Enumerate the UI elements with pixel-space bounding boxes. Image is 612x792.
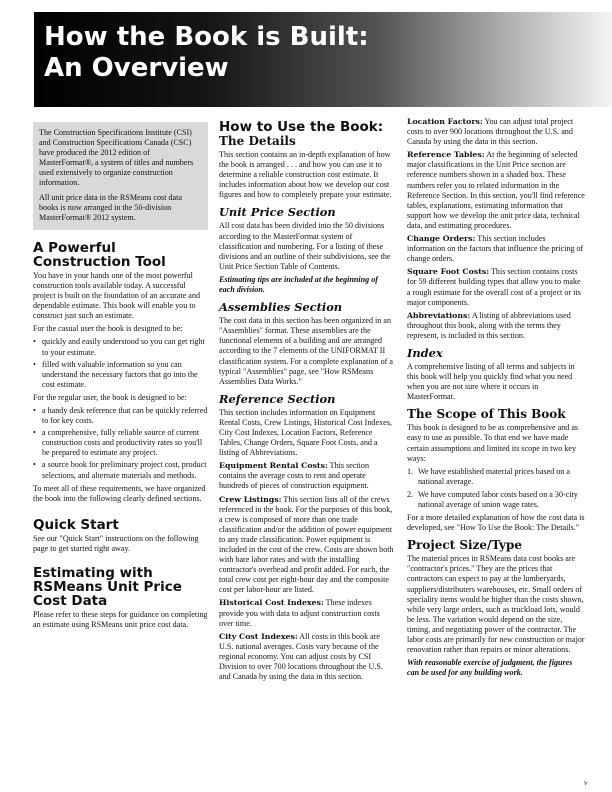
list-item: • a handy desk reference that can be quickly referred to for key costs. bbox=[33, 406, 208, 426]
column-left bbox=[33, 118, 208, 633]
heading-reference: Reference Section bbox=[219, 391, 336, 406]
runin-heading: Location Factors: bbox=[407, 117, 483, 126]
casual-user-list bbox=[33, 337, 208, 389]
paragraph: A comprehensive listing of all terms and subjects in this book will help you quickly find what you need when you are not sure where it occurs in MasterFormat. bbox=[407, 361, 575, 402]
paragraph bbox=[407, 267, 585, 307]
runin-text: All costs in this book are U.S. national averages. Costs vary because of the regional economy. You can adjust costs by CSI Division to over 700 locations throughout the U.S. and Canada by using the data in this section. bbox=[219, 631, 383, 682]
paragraph: The material prices in RSMeans data cost books are "contractor's prices." They are the prices that contractors can expect to pay at the lumberyards, suppliers/distributers warehouses, etc. Small orders of speciality items would be higher than the costs shown, while very large orders, such as truckload lots, would be less. The variation would depend on the size, timing, and negotiating power of the contractor. The labor costs are primarily for new construction or major renovation rather than repairs or minor alterations. bbox=[407, 554, 585, 655]
page-number: v bbox=[584, 779, 588, 787]
paragraph: This section contains an in-depth explanation of how the book is arranged . . . and how you can use it to determine a reliable construction cost estimate. It includes information about how we develop our cost figures and how to completely prepare your estimate. bbox=[219, 150, 392, 200]
heading-powerful-tool: A Powerful Construction Tool bbox=[33, 239, 166, 270]
paragraph: This section includes information on Equipment Rental Costs, Crew Listings, Historical Cost Indexes, City Cost Indexes, Location Factors, Reference Tables, Change Orders, Square Foot Costs, and a listing of Abbreviations. bbox=[219, 407, 392, 458]
paragraph bbox=[407, 234, 585, 264]
title-banner bbox=[34, 12, 612, 107]
runin-heading: Square Foot Costs: bbox=[407, 267, 490, 277]
masterformat-info-box bbox=[33, 122, 208, 230]
heading-scope: The Scope of This Book bbox=[407, 407, 566, 422]
runin-heading: Equipment Rental Costs: bbox=[219, 461, 328, 471]
runin-heading: Historical Cost Indexes: bbox=[219, 598, 324, 608]
scope-list bbox=[407, 467, 585, 510]
heading-unit-price: Unit Price Section bbox=[219, 205, 336, 220]
runin-text: You can adjust total project costs to over 900 locations throughout the U.S. and Canada by using the data in this section. bbox=[407, 117, 574, 147]
list-number: 1. bbox=[407, 466, 414, 476]
paragraph bbox=[219, 461, 395, 491]
heading-quick-start: Quick Start bbox=[33, 516, 119, 533]
runin-heading: Reference Tables: bbox=[407, 150, 485, 160]
paragraph: For the regular user, the book is designed to be: bbox=[33, 392, 187, 402]
list-text: We have computed labor costs based on a 30-city national average of union wage rates. bbox=[418, 489, 578, 509]
column-right bbox=[407, 117, 585, 681]
runin-text: At the beginning of selected major classifications in the Unit Price section are reference numbers shown in a shaded box. These numbers refer you to related information in the Reference Section. In this section, you'll find reference tables, explanations, estimating information that support how we develop the unit price data, technical data, and estimating procedures. bbox=[407, 150, 585, 230]
paragraph bbox=[407, 311, 585, 341]
list-item bbox=[407, 490, 585, 510]
runin-text: This section contains the average costs to rent and operate hundreds of pieces of construction equipment. bbox=[219, 461, 369, 491]
paragraph bbox=[219, 632, 395, 682]
list-text: We have established material prices based on a national average. bbox=[418, 466, 570, 486]
info-box-paragraph: The Construction Specifications Institute (CSI) and Construction Specifications Canada (CSC) have produced the 2012 edition of MasterFormat®, a system of titles and numbers used extensively to organize construction information. bbox=[39, 128, 194, 188]
column-middle bbox=[219, 118, 395, 685]
paragraph: The cost data in this section has been organized in an "Assemblies" format. These assemblies are the functional elements of a building and are arranged according to the 7 elements of the UNIFORMAT II classification system. For a complete explanation of a typical "Assemblies" page, see "How RSMeans Assemblies Data Works." bbox=[219, 316, 393, 386]
paragraph: For the casual user the book is designed to be: bbox=[33, 324, 183, 334]
paragraph: To meet all of these requirements, we have organized the book into the following clearly defined sections. bbox=[33, 483, 206, 503]
runin-text: These indexes provide you with data to adjust construction costs over time. bbox=[219, 598, 380, 628]
paragraph bbox=[407, 117, 585, 147]
heading-details: The Details bbox=[219, 134, 296, 148]
heading-estimating: Estimating with RSMeans Unit Price Cost Data bbox=[33, 565, 182, 609]
paragraph bbox=[219, 598, 395, 628]
paragraph: This book is designed to be as comprehensive and as easy to use as possible. To that end we have made certain assumptions and limited its scope in two key ways: bbox=[407, 423, 579, 463]
heading-how-to-use: How to Use the Book: bbox=[219, 119, 384, 135]
regular-user-list bbox=[33, 406, 208, 481]
judgment-note: With reasonable exercise of judgment, the figures can be used for any building work. bbox=[407, 658, 573, 678]
paragraph: All cost data has been divided into the 50 divisions according to the MasterFormat system of classification and numbering. For a listing of these divisions and an outline of their subdivisions, see the Unit Price Section Table of Contents. bbox=[219, 221, 391, 271]
paragraph: For a more detailed explanation of how the cost data is developed, see "How To Use the Book: The Details." bbox=[407, 513, 585, 533]
estimating-tips-note: Estimating tips are included at the beginning of each division. bbox=[219, 274, 378, 295]
page-title-line-2: An Overview bbox=[44, 53, 229, 83]
paragraph bbox=[219, 495, 395, 596]
paragraph: You have in your hands one of the most powerful construction tools available today. A successful project is built on the foundation of an accurate and dependable estimate. This book will enable you to construct just such an estimate. bbox=[33, 270, 200, 321]
list-item: • quickly and easily understood so you can get right to your estimate. bbox=[33, 337, 208, 357]
runin-heading: City Cost Indexes: bbox=[219, 631, 298, 641]
runin-heading: Abbreviations: bbox=[407, 310, 471, 320]
runin-text: This section contains costs for 59 different building types that allow you to make a rough estimate for the overall cost of a project or its major components. bbox=[407, 267, 581, 307]
runin-heading: Crew Listings: bbox=[219, 494, 282, 504]
heading-index: Index bbox=[407, 345, 443, 360]
heading-project-size: Project Size/Type bbox=[407, 538, 523, 553]
list-number: 2. bbox=[407, 489, 414, 499]
runin-text: A listing of abbreviations used throughout this book, along with the terms they represent, is included in this section. bbox=[407, 310, 571, 340]
list-item: • a comprehensive, fully reliable source of current construction costs and productivity rates so you'll be prepared to estimate any project. bbox=[33, 428, 208, 458]
paragraph: Please refer to these steps for guidance on completing an estimate using RSMeans unit price cost data. bbox=[33, 610, 208, 630]
list-item: • a source book for preliminary project cost, product selections, and alternate materials and methods. bbox=[33, 460, 208, 480]
info-box-paragraph: All unit price data in the RSMeans cost data books is now arranged in the 50-division MasterFormat® 2012 system. bbox=[39, 192, 182, 222]
page-title-line-1: How the Book is Built: bbox=[44, 22, 369, 52]
runin-text: This section includes information on the factors that influence the pricing of change orders. bbox=[407, 234, 584, 264]
list-item: • filled with valuable information so you can understand the necessary factors that go into the cost estimate. bbox=[33, 360, 208, 390]
runin-heading: Change Orders: bbox=[407, 234, 476, 244]
page-title bbox=[44, 22, 369, 84]
paragraph: See our "Quick Start" instructions on the following page to get started right away. bbox=[33, 533, 199, 553]
list-item bbox=[407, 467, 585, 487]
heading-assemblies: Assemblies Section bbox=[219, 300, 343, 315]
runin-text: This section lists all of the crews referenced in the book. For the purposes of this book, a crew is composed of more than one trade classification and/or the addition of power equipment to any trade classification. Power equipment is included in the cost of the crew. Costs are shown both with bare labor rates and with the installing contractor's overhead and profit added. For each, the total crew cost per eight-hour day and the composite cost per labor-hour are listed. bbox=[219, 494, 394, 595]
paragraph bbox=[407, 150, 585, 231]
